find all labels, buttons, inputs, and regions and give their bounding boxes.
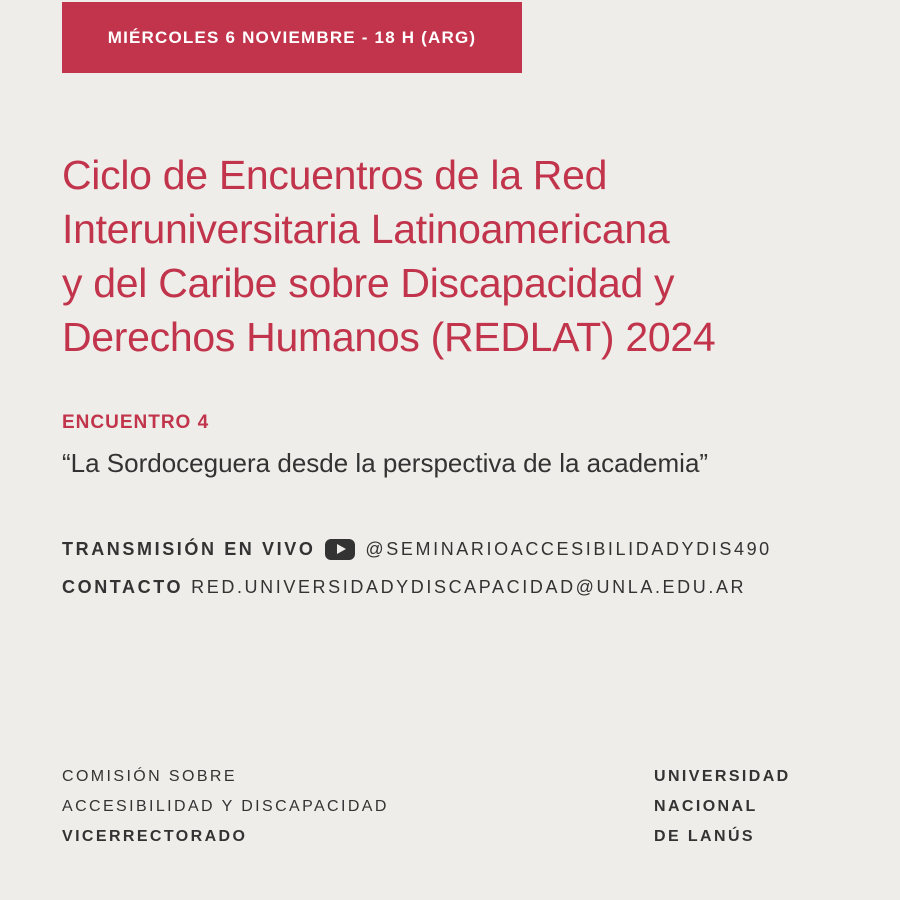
title-line-1: Ciclo de Encuentros de la Red	[62, 152, 608, 198]
page-title	[62, 148, 862, 364]
contact-email-link[interactable]: RED.UNIVERSIDADYDISCAPACIDAD@UNLA.EDU.AR	[191, 577, 747, 597]
title-line-4: Derechos Humanos (REDLAT) 2024	[62, 314, 716, 360]
encuentro-subtitle: “La Sordoceguera desde la perspectiva de la academia”	[62, 448, 709, 478]
footer-right-line-3: DE LANÚS	[654, 828, 755, 845]
transmision-row	[62, 539, 772, 560]
date-banner	[62, 2, 522, 73]
title-line-3: y del Caribe sobre Discapacidad y	[62, 260, 675, 306]
encuentro-label: ENCUENTRO 4	[62, 412, 210, 433]
transmision-label: TRANSMISIÓN EN VIVO	[62, 539, 316, 559]
footer-left-line-1: COMISIÓN SOBRE	[62, 768, 237, 785]
youtube-icon[interactable]	[325, 539, 355, 560]
title-line-2: Interuniversitaria Latinoamericana	[62, 206, 670, 252]
footer-left-line-2: ACCESIBILIDAD Y DISCAPACIDAD	[62, 798, 389, 815]
contacto-label: CONTACTO	[62, 577, 184, 597]
footer-right-line-1: UNIVERSIDAD	[654, 768, 791, 785]
youtube-channel-link[interactable]: @SEMINARIOACCESIBILIDADYDIS490	[365, 539, 772, 559]
contacto-row	[62, 577, 746, 598]
footer-commission	[62, 762, 389, 852]
footer-right-line-2: NACIONAL	[654, 798, 758, 815]
footer-left-line-3: VICERRECTORADO	[62, 828, 248, 845]
event-date-text: MIÉRCOLES 6 NOVIEMBRE - 18 H (ARG)	[107, 27, 477, 47]
footer-university	[654, 762, 791, 852]
